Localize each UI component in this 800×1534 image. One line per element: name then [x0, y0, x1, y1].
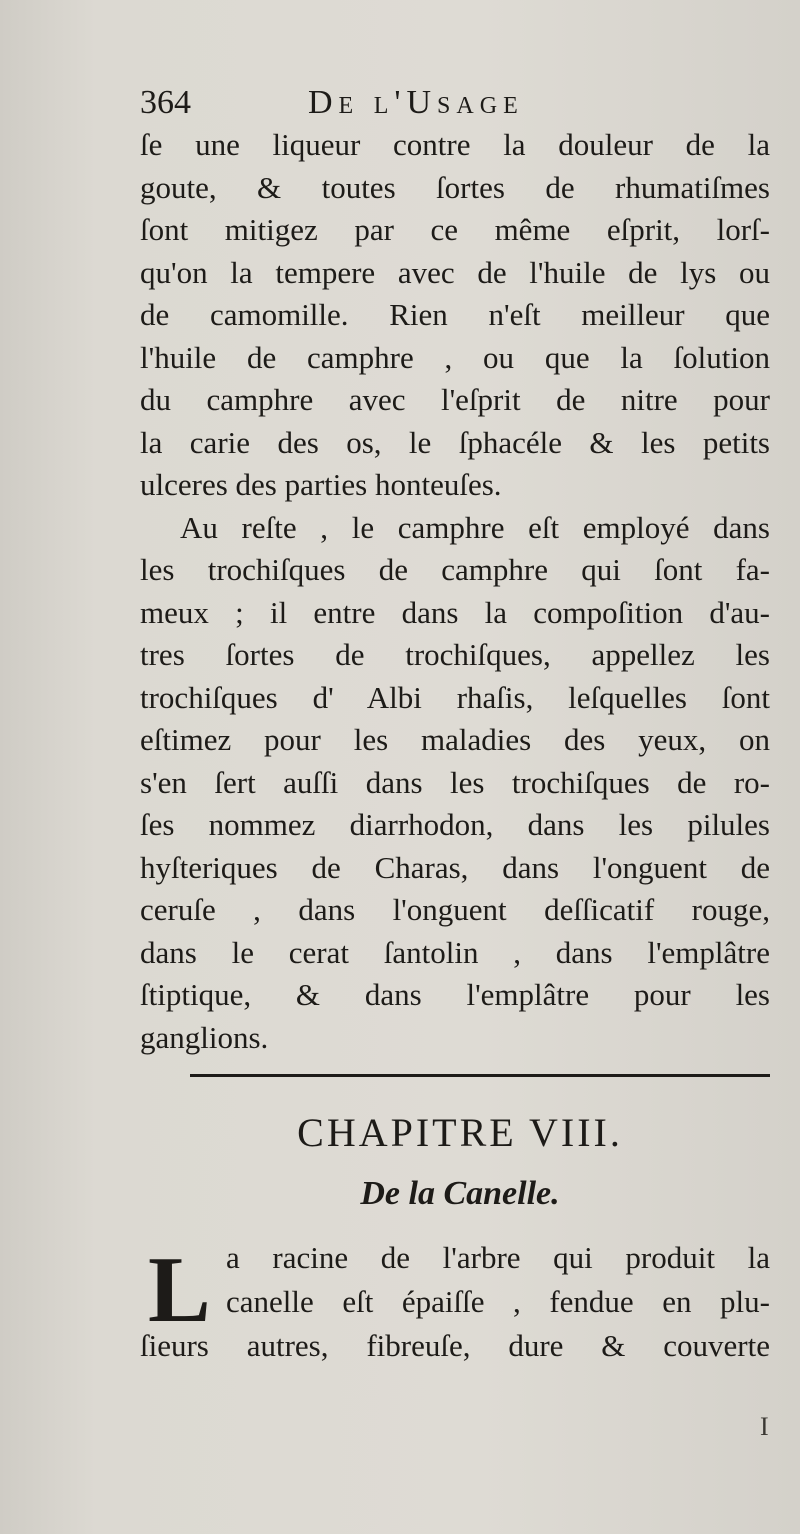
text-line: ſe une liqueur contre la douleur de la: [140, 127, 770, 162]
text-line: hyſteriques de Charas, dans l'onguent de: [140, 849, 770, 885]
text-line: l'huile de camphre , ou que la ſolution: [140, 339, 770, 375]
text-line: eſtimez pour les maladies des yeux, on: [140, 722, 770, 757]
chapter-heading: CHAPITRE VIII.: [297, 1110, 623, 1155]
margin-mark: I: [760, 1412, 769, 1441]
drop-cap: L: [148, 1238, 211, 1342]
text-line: meux ; il entre dans la compoſition d'au-: [140, 594, 770, 630]
text-line: Au reſte , le camphre eſt employé dans: [180, 509, 770, 545]
chapter-subtitle: De la Canelle.: [360, 1175, 560, 1212]
section-divider: [190, 1074, 770, 1077]
text-line: trochiſques d' Albi rhaſis, leſquelles ſont: [140, 679, 770, 715]
text-line: de camomille. Rien n'eſt meilleur que: [140, 297, 770, 332]
text-line: goute, & toutes ſortes de rhumatiſmes: [140, 169, 770, 205]
chapter-text: [140, 1236, 770, 1368]
main-text: [140, 124, 770, 1059]
text-line: ſont mitigez par ce même eſprit, lorſ-: [140, 212, 770, 247]
text-line: du camphre avec l'eſprit de nitre pour: [140, 382, 770, 417]
text-line: ſes nommez diarrhodon, dans les pilules: [140, 807, 770, 842]
running-title: De l'Usage: [308, 84, 524, 121]
text-line: ganglions.: [140, 1019, 269, 1055]
text-line: ſtiptique, & dans l'emplâtre pour les: [140, 977, 770, 1012]
text-line: ceruſe , dans l'onguent deſſicatif rouge,: [140, 892, 770, 927]
text-line: ulceres des parties honteuſes.: [140, 467, 502, 502]
page-number: 364: [140, 84, 191, 121]
text-line: tres ſortes de trochiſques, appellez les: [140, 637, 770, 672]
text-line: la carie des os, le ſphacéle & les petits: [140, 424, 770, 460]
text-line: dans le cerat ſantolin , dans l'emplâtre: [140, 934, 770, 970]
text-line: a racine de l'arbre qui produit la: [226, 1240, 770, 1275]
text-line: les trochiſques de camphre qui ſont fa-: [140, 552, 770, 587]
text-line: s'en ſert auſſi dans les trochiſques de ro-: [140, 764, 770, 800]
text-line: qu'on la tempere avec de l'huile de lys ou: [140, 254, 770, 290]
text-line: ſieurs autres, fibreuſe, dure & couverte: [140, 1328, 770, 1363]
running-header: [140, 80, 780, 126]
text-line: canelle eſt épaiſſe , fendue en plu-: [226, 1284, 770, 1319]
